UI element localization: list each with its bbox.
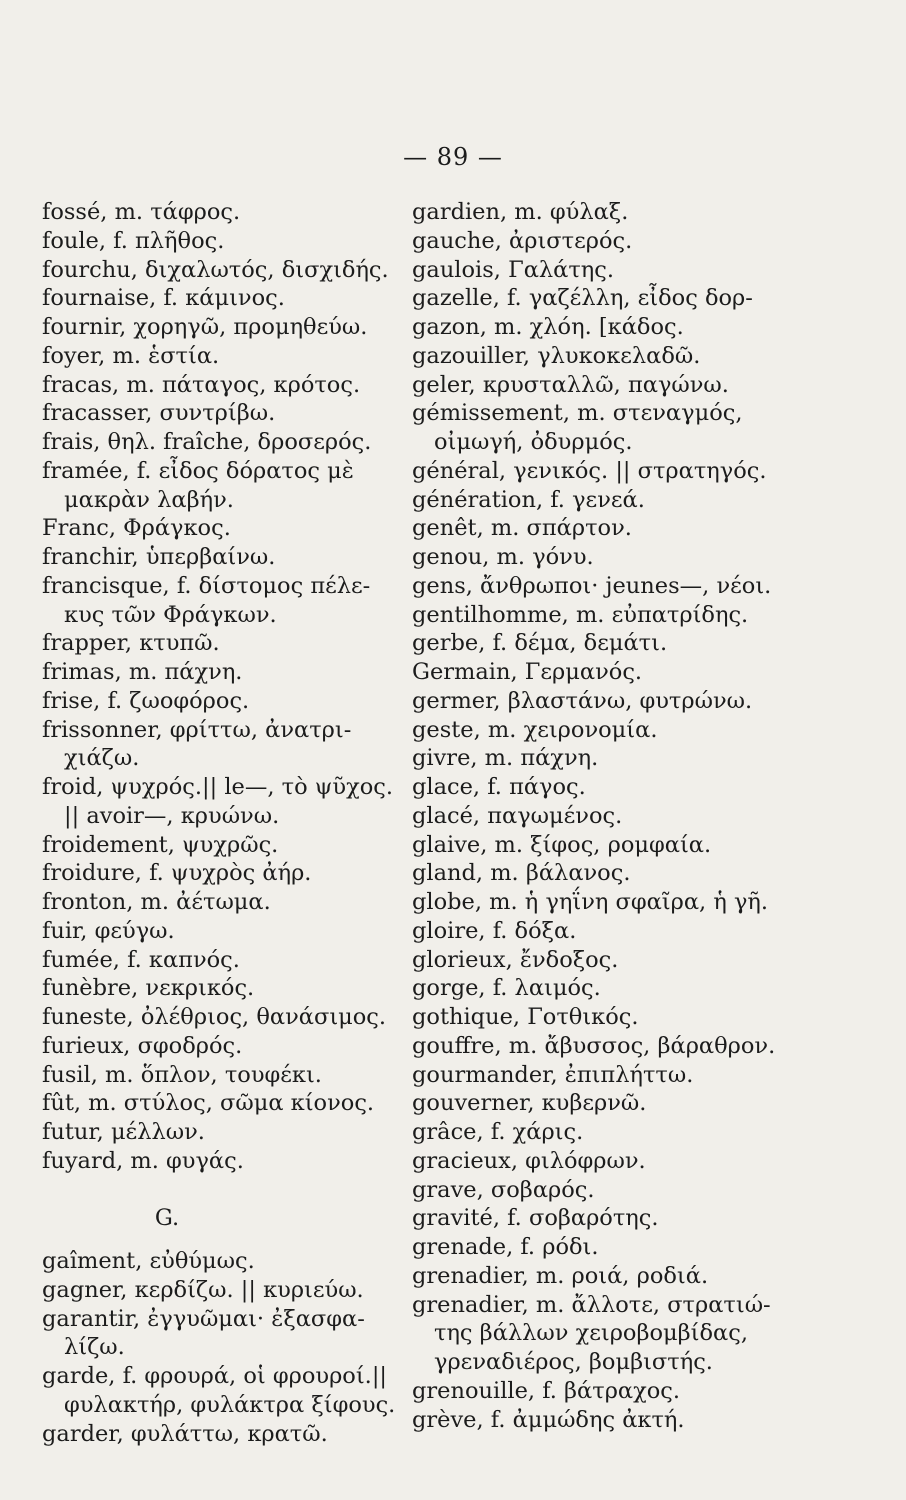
dictionary-entry: gauche, ἀριστερός. <box>412 227 633 254</box>
dictionary-entry: futur, μέλλων. <box>42 1119 205 1145</box>
dictionary-entry: Germain, Γερμανός. <box>412 659 643 685</box>
dictionary-entry: fracasser, συντρίβω. <box>42 400 276 427</box>
dictionary-entry: frapper, κτυπῶ. <box>42 630 220 657</box>
dictionary-entry: frais, θηλ. fraîche, δροσερός. <box>42 429 372 455</box>
dictionary-entry: fourchu, διχαλωτός, δισχιδής. <box>42 256 389 283</box>
dictionary-entry: fusil, m. ὅπλον, τουφέκι. <box>42 1061 322 1088</box>
dictionary-entry: frimas, m. πάχνη. <box>42 659 243 685</box>
right-column <box>412 198 776 1434</box>
dictionary-entry: froidure, f. ψυχρὸς ἀήρ. <box>42 860 312 887</box>
dictionary-entry: grenadier, m. ροιά, ροδιά. <box>412 1262 709 1289</box>
dictionary-entry: gazon, m. χλόη. [κάδος. <box>412 314 684 340</box>
section-spacer <box>42 1176 382 1205</box>
dictionary-entry: Franc, Φράγκος. <box>42 515 231 542</box>
dictionary-entry: froid, ψυχρός.|| le—, τὸ ψῦχος. <box>42 774 394 800</box>
entry-continuation: γρεναδιέρος, βομβιστής. <box>434 1349 713 1375</box>
dictionary-entry: gaulois, Γαλάτης. <box>412 256 615 283</box>
dictionary-entry: grève, f. ἀμμώδης ἀκτή. <box>412 1406 685 1433</box>
dictionary-entry: fuyard, m. φυγάς. <box>42 1147 244 1174</box>
dictionary-entry: fracas, m. πάταγος, κρότος. <box>42 371 361 398</box>
dictionary-entry: glacé, παγωμένος. <box>412 802 623 829</box>
dictionary-entry: froidement, ψυχρῶς. <box>42 831 279 858</box>
dictionary-entry: frise, f. ζωοφόρος. <box>42 687 250 714</box>
dictionary-entry: fronton, m. ἀέτωμα. <box>42 889 271 915</box>
dictionary-entry: gazouiller, γλυκοκελαδῶ. <box>412 342 701 369</box>
dictionary-entry: funèbre, νεκρικός. <box>42 975 255 1002</box>
section-spacer <box>42 1233 382 1247</box>
dictionary-entry: gouffre, m. ἄβυσσος, βάραθρον. <box>412 1032 776 1059</box>
dictionary-entry: fossé, m. τάφρος. <box>42 199 241 225</box>
dictionary-entry: génération, f. γενεά. <box>412 486 645 513</box>
dictionary-entry: grâce, f. χάρις. <box>412 1119 584 1145</box>
dictionary-entry: gerbe, f. δέμα, δεμάτι. <box>412 630 668 657</box>
dictionary-entry: glace, f. πάγος. <box>412 774 586 800</box>
dictionary-entry: garantir, ἐγγυῶμαι· ἐξασφα- <box>42 1305 365 1332</box>
dictionary-entry: germer, βλαστάνω, φυτρώνω. <box>412 687 753 714</box>
dictionary-entry: frissonner, φρίττω, ἀνατρι- <box>42 716 352 743</box>
dictionary-entry: gracieux, φιλόφρων. <box>412 1147 646 1174</box>
dictionary-entry: francisque, f. δίστομος πέλε- <box>42 572 371 599</box>
dictionary-entry: furieux, σφοδρός. <box>42 1032 243 1059</box>
dictionary-entry: givre, m. πάχνη. <box>412 745 599 772</box>
dictionary-entry: globe, m. ἡ γηΐνη σφαῖρα, ἡ γῆ. <box>412 889 769 915</box>
dictionary-entry: gravité, f. σοβαρότης. <box>412 1205 659 1232</box>
dictionary-entry: gentilhomme, m. εὐπατρίδης. <box>412 601 749 628</box>
entry-continuation: χιάζω. <box>64 745 140 772</box>
entry-continuation: κυς τῶν Φράγκων. <box>64 601 277 628</box>
dictionary-entry: glaive, m. ξίφος, ρομφαία. <box>412 831 712 858</box>
dictionary-entry: gémissement, m. στεναγμός, <box>412 400 743 427</box>
dictionary-entry: foyer, m. ἑστία. <box>42 342 220 369</box>
dictionary-entry: gourmander, ἐπιπλήττω. <box>412 1061 694 1088</box>
page-number: — 89 — <box>403 143 503 171</box>
dictionary-entry: gaîment, εὐθύμως. <box>42 1248 255 1274</box>
dictionary-entry: gardien, m. φύλαξ. <box>412 199 629 225</box>
dictionary-entry: genêt, m. σπάρτον. <box>412 515 632 542</box>
dictionary-entry: fût, m. στύλος, σῶμα κίονος. <box>42 1090 375 1117</box>
dictionary-entry: grenadier, m. ἄλλοτε, στρατιώ- <box>412 1291 771 1318</box>
dictionary-entry: franchir, ὑπερβαίνω. <box>42 544 276 570</box>
dictionary-entry: grave, σοβαρός. <box>412 1176 595 1203</box>
entry-continuation: λίζω. <box>64 1334 125 1361</box>
dictionary-entry: fumée, f. καπνός. <box>42 946 240 973</box>
dictionary-entry: gouverner, κυβερνῶ. <box>412 1090 647 1117</box>
dictionary-entry: gorge, f. λαιμός. <box>412 975 601 1002</box>
dictionary-entry: geler, κρυσταλλῶ, παγώνω. <box>412 371 729 398</box>
dictionary-entry: glorieux, ἔνδοξος. <box>412 946 619 973</box>
dictionary-entry: framée, f. εἶδος δόρατος μὲ <box>42 457 354 484</box>
dictionary-entry: grenouille, f. βάτραχος. <box>412 1377 681 1404</box>
dictionary-entry: fournir, χορηγῶ, προμηθεύω. <box>42 314 368 340</box>
dictionary-entry: grenade, f. ρόδι. <box>412 1234 599 1260</box>
dictionary-entry: gazelle, f. γαζέλλη, εἶδος δορ- <box>412 285 753 312</box>
dictionary-entry: général, γενικός. || στρατηγός. <box>412 457 767 484</box>
dictionary-entry: gothique, Γοτθικός. <box>412 1004 639 1030</box>
entry-continuation: μακρὰν λαβήν. <box>64 486 234 513</box>
dictionary-entry: geste, m. χειρονομία. <box>412 716 658 743</box>
entry-continuation: φυλακτήρ, φυλάκτρα ξίφους. <box>64 1391 396 1418</box>
dictionary-entry: gens, ἄνθρωποι· jeunes—, νέοι. <box>412 572 772 599</box>
dictionary-entry: gland, m. βάλανος. <box>412 860 631 887</box>
entry-continuation: || avoir—, κρυώνω. <box>64 802 280 829</box>
entry-continuation: οἰμωγή, ὀδυρμός. <box>434 429 633 455</box>
entry-continuation: της βάλλων χειροβομβίδας, <box>434 1320 748 1347</box>
dictionary-entry: gagner, κερδίζω. || κυριεύω. <box>42 1276 364 1303</box>
dictionary-entry: genou, m. γόνυ. <box>412 544 594 570</box>
dictionary-entry: fuir, φεύγω. <box>42 917 175 944</box>
dictionary-entry: foule, f. πλῆθος. <box>42 227 225 254</box>
dictionary-entry: funeste, ὀλέθριος, θανάσιμος. <box>42 1004 387 1030</box>
dictionary-entry: fournaise, f. κάμινος. <box>42 285 285 312</box>
dictionary-entry: garder, φυλάττω, κρατῶ. <box>42 1420 328 1447</box>
left-column <box>42 198 396 1448</box>
dictionary-entry: gloire, f. δόξα. <box>412 917 577 944</box>
dictionary-entry: garde, f. φρουρά, οἱ φρουροί.|| <box>42 1363 387 1389</box>
section-letter: G. <box>154 1205 180 1232</box>
